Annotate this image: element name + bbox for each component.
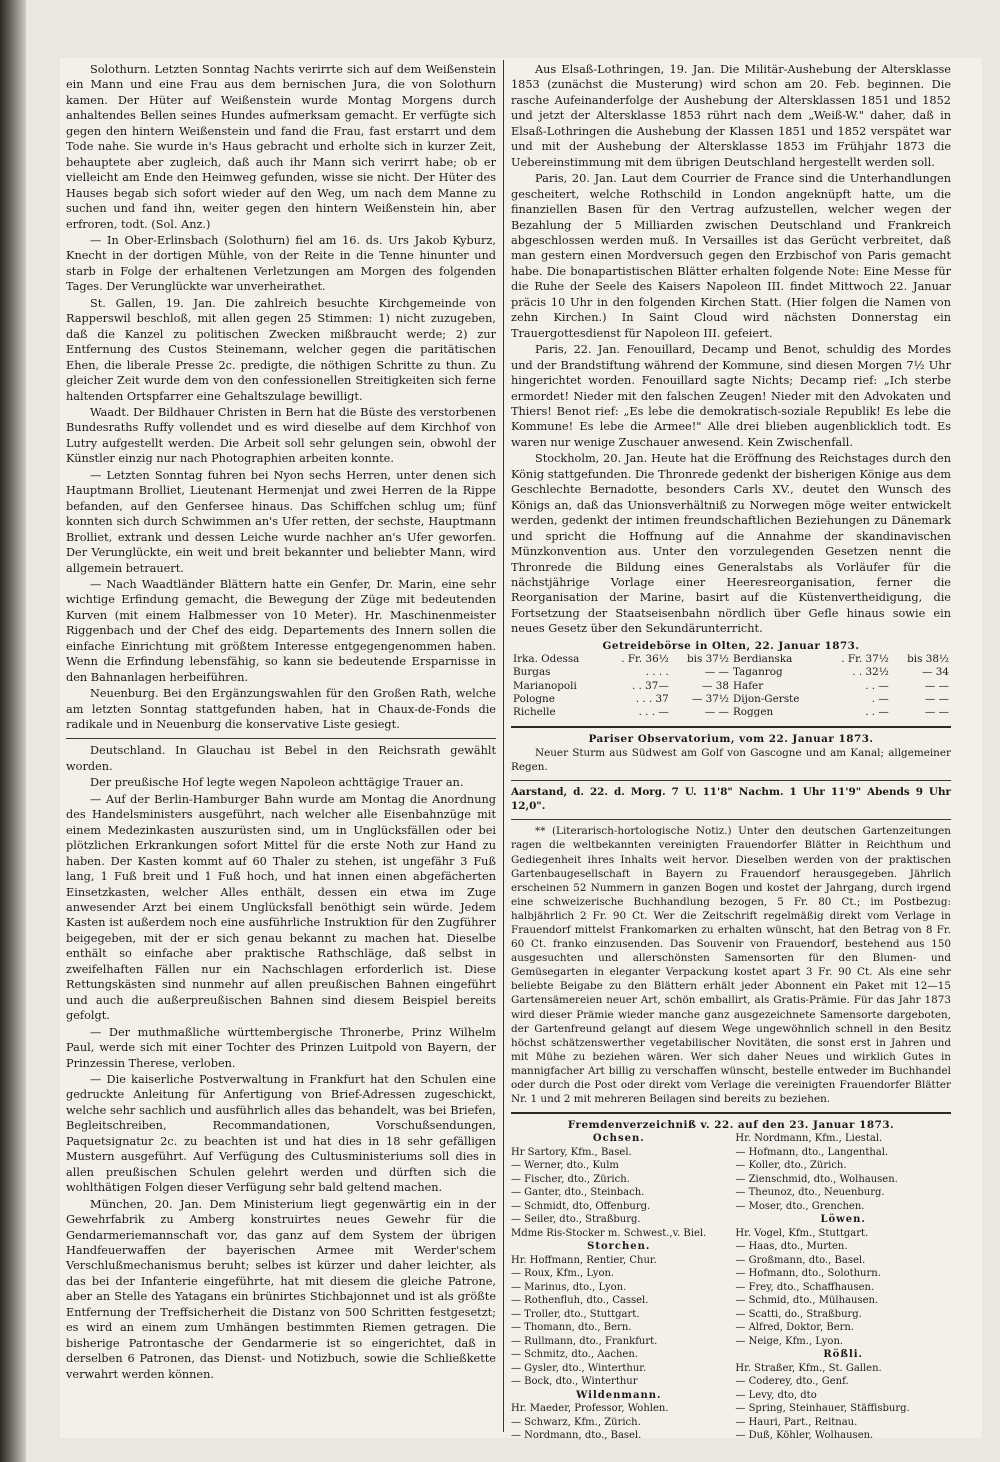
grain-cell: bis 37½	[687, 652, 729, 665]
guest-entry: — Fischer, dto., Zürich.	[511, 1173, 630, 1185]
aarstand-text: Aarstand, d. 22. d. Morg. 7 U. 11'8" Nachm. 1 Uhr 11'9" Abends 9 Uhr 12,0".	[511, 786, 951, 813]
article-paris-20: Paris, 20. Jan. Laut dem Courrier de France sind die Unterhandlungen gescheitert, welche Rothschild in London angeknüpft hatte, um die finanziellen Basen für den Vertrag aufzustellen, welcher wegen der Bezahlung der 5 Milliarden zwischen Deutschland und Frankreich abgeschlossen werden muß. In Versailles ist das Gerücht verbreitet, daß man gestern einen Mordversuch gegen den Erzbischof von Paris gemacht habe. Die bonapartistischen Blätter erhalten folgende Note: Eine Messe für die Ruhe der Seele des Kaisers Napoleon III. findet Mittwoch 22. Januar präcis 10 Uhr in den folgenden Kirchen Statt. (Hier folgen die Namen von zehn Kirchen.) In Saint Cloud wird nächsten Donnerstag ein Trauergottesdienst für Napoleon III. gefeiert.	[511, 172, 951, 340]
guest-entry: — Hofmann, dto., Langenthal.	[735, 1146, 889, 1158]
guest-entry: — Hofmann, dto., Solothurn.	[735, 1268, 881, 1280]
article-berlin-hamburg: — Auf der Berlin-Hamburger Bahn wurde am Montag die Anordnung des Handelsministers ausgeführt, nach welcher alle Eisenbahnzüge mit einem Medezinkasten auszurüsten sind, um in Unglücksfällen oder bei plötzlichen Erkrankungen sofort Mittel für die erste Noth zur Hand zu haben. Der Kasten kommt auf 60 Thaler zu stehen, ist ungefähr 3 Fuß lang, 1 Fuß breit und 1 Fuß hoch, und hat innen einen abgefächerten Einsetzkasten, welcher Alles enthält, dessen ein etwa im Zuge anwesender Arzt bei einem Unglücksfall benöthigt sein würde. Jedem Kasten ist außerdem noch eine ausführliche Instruktion für den Zugführer beigegeben, mit der er sich genau bekannt zu machen hat. Dieselbe enthält so einfache aber praktische Rathschläge, daß selbst in zweifelhaften Fällen nur ein Nachschlagen erforderlich ist. Diese Rettungskästen sind nunmehr auf allen preußischen Bahnen eingeführt und auch die außerpreußischen Bahnen sind diesem Beispiel bereits gefolgt.	[66, 792, 496, 1023]
guest-entry: — Neige, Kfm., Lyon.	[735, 1335, 844, 1347]
article-postverwaltung: — Die kaiserliche Postverwaltung in Frankfurt hat den Schulen eine gedruckte Anleitung für Anfertigung von Brief-Adressen zugeschickt, welche sehr sachlich und ausführlich alles das behandelt, was bei Briefen, Begleitschreiben, Recommandationen, Vorschußsendungen, Paquetsignatur 2c. zu beachten ist und hat dies in 18 sehr gefälligen Mustern ausgeführt. Auf Verfügung des Cultusministeriums soll dies in allen preußischen Schulen gelehrt werden und dürften sich die wohlthätigen Folgen dieser Verfügung sehr bald geltend machen.	[66, 1073, 496, 1195]
guest-entry: Hr. Hoffmann, Rentier, Chur.	[511, 1254, 657, 1266]
hotel-name: Storchen.	[587, 1241, 651, 1253]
hotel-name: Löwen.	[820, 1214, 866, 1226]
right-column	[511, 62, 951, 1443]
guest-entry: — Frey, dto., Schaffhausen.	[735, 1281, 875, 1293]
hotel-name: Wildenmann.	[576, 1389, 662, 1401]
grain-cell: Dijon-Gerste	[732, 693, 800, 706]
section-divider	[511, 1112, 951, 1114]
article-st-gallen: St. Gallen, 19. Jan. Die zahlreich besuchte Kirchgemeinde von Rapperswil beschloß, mit allen gegen 25 Stimmen: 1) nicht zuzugeben, daß die Kanzel zu politischen Zwecken mißbraucht werde; 2) zur Entfernung des Custos Steinemann, welcher gegen die paritätischen Ehen, die liberale Presse 2c. predigte, die nöthigen Schritte zu thun. Zu gleicher Zeit wurde dem von den confessionellen Streitigkeiten sich ferne haltenden Ortspfarrer eine Gehaltszulage bewilligt.	[66, 296, 496, 403]
grain-cell: Irka. Odessa	[513, 652, 580, 665]
grain-cell: Burgas	[513, 666, 551, 679]
hotel-name: Rößli.	[823, 1349, 864, 1361]
guest-entry: — Troller, dto., Stuttgart.	[511, 1308, 640, 1320]
grain-row	[511, 653, 951, 666]
guest-entry: — Werner, dto., Kulm	[511, 1160, 619, 1172]
guest-entry: — Bock, dto., Winterthur	[511, 1376, 638, 1388]
guest-entry: — Roux, Kfm., Lyon.	[511, 1268, 615, 1280]
guest-entry: — Moser, dto., Grenchen.	[735, 1200, 865, 1212]
article-elsass: Aus Elsaß-Lothringen, 19. Jan. Die Militär-Aushebung der Altersklasse 1853 (zunächst die Musterung) wird schon am 20. Feb. beginnen. Die rasche Aufeinanderfolge der Aushebung der Altersklassen 1851 und 1852 und jetzt der Altersklasse 1853 rührt nach dem „Weiß-W." daher, daß in Elsaß-Lothringen die Aushebung der Klassen 1851 und 1852 verspätet war und mit der Aushebung der Altersklasse 1853 im Frühjahr 1873 die Uebereinstimmung mit dem übrigen Deutschland hergestellt werden soll.	[511, 63, 951, 169]
grain-row	[511, 666, 951, 679]
guest-entry: — Koller, dto., Zürich.	[735, 1160, 847, 1172]
guest-entry: — Nordmann, dto., Basel.	[511, 1430, 642, 1442]
grain-row	[511, 680, 951, 693]
grain-cell: bis 38½	[907, 652, 949, 665]
grain-cell: Taganrog	[732, 666, 783, 679]
article-stockholm: Stockholm, 20. Jan. Heute hat die Eröffnung des Reichstages durch den König stattgefunden. Die Thronrede gedenkt der bisherigen Könige aus dem Geschlechte Bernadotte, besonders Carls XV., deutet den Wunsch des Königs an, daß das Unionsverhältniß zu Norwegen möge weiter entwickelt werden, gedenkt der intimen freundschaftlichen Beziehungen zu Dänemark und spricht die Hoffnung auf die Annahme der skandinavischen Münzkonvention aus. Unter den vorzulegenden Gesetzen nennt die Thronrede die Bildung eines Generalstabs als Vorläufer für die nächstjährige Vorlage einer Heeresreorganisation, ferner die Reorganisation der Marine, basirt auf die Küstenvertheidigung, die Fortsetzung der Staatseisenbahn nördlich über Gefle hinaus sowie ein neues Gesetz über den Sekundärunterricht.	[511, 452, 951, 636]
grain-cell: . —	[871, 693, 889, 706]
guest-entry: — Haas, dto., Murten.	[735, 1241, 848, 1253]
guest-entry: — Thomann, dto., Bern.	[511, 1322, 632, 1334]
guest-entry: — Marinus, dto., Lyon.	[511, 1281, 627, 1293]
guest-entry: — Ganter, dto., Steinbach.	[511, 1187, 645, 1199]
article-marin: — Nach Waadtländer Blättern hatte ein Genfer, Dr. Marin, eine sehr wichtige Erfindung gemacht, die Bewegung der Züge mit bedeutenden Kurven (mit einem Halbmesser von 10 Meter). Hr. Maschinenmeister Riggenbach und der Chef des eidg. Departements des Innern sollen die einfache Einrichtung mit größtem Interesse entgegengenommen haben. Wenn die Erfindung lebensfähig, so kann sie bedeutende Ersparnisse in den Bahnanlagen herbeiführen.	[66, 577, 496, 684]
grain-price-table	[511, 653, 951, 720]
grain-cell: . . —	[865, 679, 889, 692]
grain-cell: — —	[704, 706, 729, 719]
grain-cell: . . 37—	[631, 679, 669, 692]
grain-cell: — —	[924, 693, 949, 706]
article-solothurn: Solothurn. Letzten Sonntag Nachts verirrte sich auf dem Weißenstein ein Mann und eine Frau aus dem bernischen Jura, die von Solothurn kamen. Der Hüter auf Weißenstein wurde Montag Morgens durch anhaltendes Bellen seines Hundes aufmerksam gemacht. Er verfügte sich gegen den hintern Weißenstein und fand die Frau, fast erstarrt und dem Tode nahe. Sie wurde in's Haus gebracht und erholte sich in kurzer Zeit, behauptete aber zugleich, daß auch ihr Mann sich verirrt habe; ob er vielleicht am Ende den Heimweg gefunden, wisse sie nicht. Der Hüter des Hauses begab sich sofort wieder auf den Weg, um nach dem Manne zu suchen und fand ihn, weiter gegen den hintern Weißenstein hin, aber erfroren, todt. (Sol. Anz.)	[66, 63, 496, 231]
guest-entry: Hr. Vogel, Kfm., Stuttgart.	[735, 1227, 869, 1239]
guest-entry: — Schmitz, dto., Aachen.	[511, 1349, 638, 1361]
guest-entry: — Alfred, Doktor, Bern.	[735, 1322, 855, 1334]
page-binding-edge	[0, 0, 26, 1462]
guest-entry: — Großmann, dto., Basel.	[735, 1254, 866, 1266]
guest-list	[511, 1132, 951, 1443]
guest-entry: — Coderey, dto., Genf.	[735, 1376, 849, 1388]
guest-entry: — Theunoz, dto., Neuenburg.	[735, 1187, 885, 1199]
grain-cell: . Fr. 37½	[841, 652, 889, 665]
guest-entry: Hr. Nordmann, Kfm., Liestal.	[735, 1133, 883, 1145]
grain-cell: . . . 37	[635, 693, 669, 706]
observatory-title: Pariser Observatorium, vom 22. Januar 1873.	[588, 732, 874, 745]
article-nyon: — Letzten Sonntag fuhren bei Nyon sechs Herren, unter denen sich Hauptmann Brolliet, Lieutenant Hermenjat und zwei Herren de la Rippe befanden, auf den Genfersee hinaus. Das Schiffchen schlug um; fünf konnten sich durch Schwimmen an's Ufer retten, der sechste, Hauptmann Brolliet, extrank und dessen Leiche wurde nachher an's Ufer geworfen. Der Verunglückte, ein weit und breit bekannter und beliebter Mann, wird allgemein betrauert.	[66, 468, 496, 575]
grain-cell: . . . —	[638, 706, 669, 719]
grain-cell: . Fr. 36½	[621, 652, 669, 665]
article-ober-erlinsbach: — In Ober-Erlinsbach (Solothurn) fiel am 16. ds. Urs Jakob Kyburz, Knecht in der dortigen Mühle, von der Reite in die Tenne hinunter und starb in Folge der erhaltenen Verletzungen am Morgen des folgenden Tages. Der Verunglückte war unverheirathet.	[66, 233, 496, 294]
article-paris-22: Paris, 22. Jan. Fenouillard, Decamp und Benot, schuldig des Mordes und der Brandstiftung während der Kommune, sind diesen Morgen 7½ Uhr hingerichtet worden. Fenouillard sagte Nichts; Decamp rief: „Ich sterbe ermordet! Nieder mit den falschen Zeugen! Nieder mit den Advokaten und Thiers! Benot rief: „Es lebe die demokratisch-soziale Republik! Es lebe die Kommune! Es lebe die Armee!" Alle drei blieben augenblicklich todt. Es waren nur wenige Zuschauer anwesend. Kein Zwischenfall.	[511, 343, 951, 449]
article-trauer: Der preußische Hof legte wegen Napoleon achttägige Trauer an.	[90, 776, 464, 790]
section-divider	[511, 819, 951, 820]
article-neuenburg: Neuenburg. Bei den Ergänzungswahlen für den Großen Rath, welche am letzten Sonntag stattgefunden haben, hat in Chaux-de-Fonds die radikale und in Neuenburg die konservative Liste gesiegt.	[66, 687, 496, 732]
guest-entry: Hr Sartory, Kfm., Basel.	[511, 1146, 632, 1158]
article-deutschland: Deutschland. In Glauchau ist Bebel in den Reichsrath gewählt worden.	[66, 744, 496, 773]
guest-entry: — Schwarz, Kfm., Zürich.	[511, 1416, 641, 1428]
section-divider	[66, 738, 496, 739]
guest-entry: Hr. Maeder, Professor, Wohlen.	[511, 1403, 669, 1415]
grain-cell: Marianopoli	[513, 679, 577, 692]
grain-cell: — 38	[702, 679, 729, 692]
left-column	[66, 62, 496, 1383]
guest-entry: — Scatti, do., Straßburg.	[735, 1308, 862, 1320]
guest-entry: — Zienschmid, dto., Wolhausen.	[735, 1173, 898, 1185]
grain-cell: Roggen	[732, 706, 774, 719]
column-rule	[503, 60, 504, 1432]
grain-cell: — —	[704, 666, 729, 679]
grain-cell: — 37½	[691, 693, 729, 706]
guest-list-title: Fremdenverzeichniß v. 22. auf den 23. Januar 1873.	[567, 1119, 895, 1132]
observatory-text: Neuer Sturm aus Südwest am Golf von Gascogne und am Kanal; allgemeiner Regen.	[511, 746, 951, 774]
guest-entry: — Gysler, dto., Winterthur.	[511, 1362, 647, 1374]
grain-cell: Pologne	[513, 693, 555, 706]
guest-entry: — Rothenfluh, dto., Cassel.	[511, 1295, 649, 1307]
guest-entry: — Hauri, Part., Reitnau.	[735, 1416, 858, 1428]
literary-notice: ** (Literarisch-hortologische Notiz.) Unter den deutschen Gartenzeitungen ragen die weltbekannten vereinigten Frauendorfer Blätter in Reichthum und Gediegenheit ihres Inhalts weit hervor. Dieselben werden von der praktischen Gartenbaugesellschaft in Bayern zu Frauendorf herausgegeben. Jährlich erscheinen 52 Nummern in ganzen Bogen und kostet der Jahrgang, durch irgend eine schweizerische Buchhandlung bezogen, 5 Fr. 80 Ct.; im Postbezug: halbjährlich 2 Fr. 90 Ct. Wer die Zeitschrift regelmäßig direkt vom Verlage in Frauendorf mittelst Frankomarken zu erhalten wünscht, hat den Betrag von 8 Fr. 60 Ct. franko einzusenden. Das Souvenir von Frauendorf, bestehend aus 150 ausgesuchten und allerschönsten Samensorten für den Blumen- und Gemüsegarten in eleganter Verpackung kostet apart 3 Fr. 90 Ct. Als eine sehr beliebte Beigabe zu den Blättern erhält jeder Abonnent ein Paket mit 12—15 Gartensämereien neuer Art, schön emballirt, als Gratis-Prämie. Für das Jahr 1873 wird dieser Prämie wieder manche ganz ausgezeichnete Samensorte dargeboten, der Gartenfreund gelangt auf diesem Wege ungewöhnlich schnell in den Besitz höchst schätzenswerther vegetabilischer Novitäten, die sonst erst in Jahren und mit Mühe zu beziehen wären. Wer sich daher Neues und wirklich Gutes in mannigfacher Art billig zu verschaffen wünscht, bestelle entweder im Buchhandel oder durch die Post oder direkt vom Verlage die vereinigten Frauendorfer Blätter Nr. 1 und 2 mit mehreren Beilagen sind bereits zu beziehen.	[511, 825, 951, 1106]
grain-cell: — —	[924, 706, 949, 719]
grain-cell: . . 32½	[852, 666, 889, 679]
grain-row	[511, 693, 951, 706]
guest-entry: — Duß, Köhler, Wolhausen.	[735, 1430, 874, 1442]
section-divider	[511, 726, 951, 728]
grain-cell: Berdianska	[732, 652, 793, 665]
guest-list-left	[511, 1132, 727, 1443]
grain-row	[511, 706, 951, 719]
grain-cell: Hafer	[732, 679, 764, 692]
guest-entry: — Seiler, dto., Straßburg.	[511, 1214, 641, 1226]
grain-cell: — 34	[922, 666, 949, 679]
hotel-name: Ochsen.	[592, 1133, 645, 1145]
guest-entry: — Rullmann, dto., Frankfurt.	[511, 1335, 658, 1347]
grain-cell: — —	[924, 679, 949, 692]
grain-cell: Richelle	[513, 706, 556, 719]
article-muenchen: München, 20. Jan. Dem Ministerium liegt gegenwärtig ein in der Gewehrfabrik zu Amberg konstruirtes neues Gewehr für die Gendarmeriemannschaft vor, das ganz auf dem System der übrigen Handfeuerwaffen der bayerischen Armee mit Werder'schem Verschlußmechanismus beruht; selbes ist kürzer und daher leichter, als das bei der Infanterie eingeführte, hat mit diesem die gleiche Patrone, aber an Stelle des Yatagans ein brünirtes Stichbajonnet und ist als größte Entfernung der Treffsicherheit die Distanz von 500 Schritten festgesetzt; es wird an einem zum Umhängen bestimmten Riemen getragen. Die bisherige Patrontasche der Gendarmerie ist so eingerichtet, daß in derselben 6 Patronen, das Dienst- und Notizbuch, sowie die Schließkette verwahrt werden können.	[66, 1197, 496, 1381]
guest-list-right	[735, 1132, 951, 1443]
guest-entry: — Spring, Steinhauer, Stäffisburg.	[735, 1403, 910, 1415]
guest-entry: — Schmid, dto., Mülhausen.	[735, 1295, 879, 1307]
section-divider	[511, 780, 951, 781]
guest-entry: Mdme Ris-Stocker m. Schwest.,v. Biel.	[511, 1227, 707, 1239]
guest-entry: — Schmidt, dto, Offenburg.	[511, 1200, 651, 1212]
article-waadt: Waadt. Der Bildhauer Christen in Bern hat die Büste des verstorbenen Bundesraths Ruffy vollendet und es wird dieselbe auf dem Kirchhof von Lutry aufgestellt werden. Die Arbeit soll sehr gelungen sein, obwohl der Künstler einzig nur nach Photographien arbeiten konnte.	[66, 405, 496, 466]
guest-entry: Hr. Straßer, Kfm., St. Gallen.	[735, 1362, 882, 1374]
grain-exchange-title: Getreidebörse in Olten, 22. Januar 1873.	[602, 639, 860, 652]
grain-cell: . . . .	[645, 666, 669, 679]
article-thronerbe: — Der muthmaßliche württembergische Thronerbe, Prinz Wilhelm Paul, werde sich mit einer Tochter des Prinzen Luitpold von Bayern, der Prinzessin Therese, verloben.	[66, 1025, 496, 1070]
guest-entry: — Levy, dto, dto	[735, 1389, 817, 1401]
grain-cell: . . —	[865, 706, 889, 719]
